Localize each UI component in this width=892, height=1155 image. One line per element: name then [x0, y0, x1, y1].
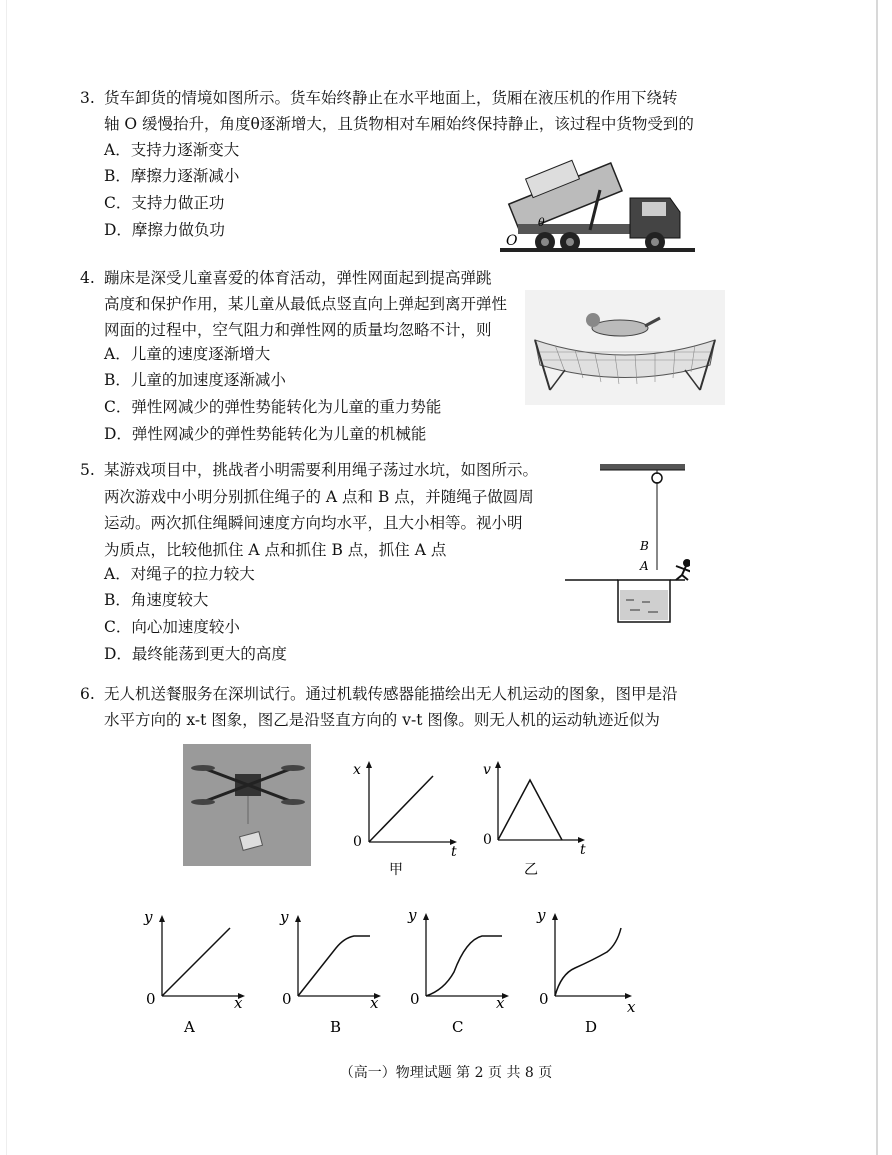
choice-d-graph — [535, 900, 655, 1040]
fig-label-o: O — [506, 233, 518, 249]
choice-a-origin: 0 — [146, 990, 156, 1008]
q5-stem-line: 两次游戏中小明分别抓住绳子的 A 点和 B 点，并随绳子做圆周 — [104, 488, 534, 506]
q3-option-a: A．支持力逐渐变大 — [104, 141, 240, 159]
q5-option-a: A．对绳子的拉力较大 — [104, 565, 255, 583]
choice-c-y-label: y — [408, 906, 417, 924]
graph-jia-caption: 甲 — [389, 862, 403, 878]
choice-b-letter: B — [330, 1018, 342, 1036]
q3-option-c: C．支持力做正功 — [104, 194, 225, 212]
q4-option-c: C．弹性网减少的弹性势能转化为儿童的重力势能 — [104, 398, 442, 416]
choice-b-graph — [278, 900, 398, 1040]
q4-stem-line: 网面的过程中，空气阻力和弹性网的质量均忽略不计，则 — [104, 321, 492, 339]
graph-jia-xt — [345, 756, 465, 881]
q3-number: 3. — [80, 89, 95, 107]
choice-c-letter: C — [452, 1018, 464, 1036]
drone-photo — [183, 744, 311, 866]
graph-yi-vt — [478, 756, 598, 881]
choice-b-y-label: y — [280, 908, 289, 926]
graph-jia-y-label: x — [353, 762, 361, 778]
page-footer: （高一）物理试题 第 2 页 共 8 页 — [339, 1065, 553, 1081]
q4-option-b: B．儿童的加速度逐渐减小 — [104, 371, 286, 389]
q6-stem-line: 无人机送餐服务在深圳试行。通过机载传感器能描绘出无人机运动的图象，图甲是沿 — [104, 685, 678, 703]
fig-label-theta: θ — [538, 216, 545, 229]
q4-option-d: D．弹性网减少的弹性势能转化为儿童的机械能 — [104, 425, 427, 443]
choice-b-origin: 0 — [282, 990, 292, 1008]
choice-c-origin: 0 — [410, 990, 420, 1008]
q5-stem-line: 为质点，比较他抓住 A 点和抓住 B 点，抓住 A 点 — [104, 541, 447, 559]
q3-stem-line: 轴 O 缓慢抬升，角度θ逐渐增大，且货物相对车厢始终保持静止，该过程中货物受到的 — [104, 115, 694, 133]
scan-edge-left — [6, 0, 7, 1155]
q3-option-b: B．摩擦力逐渐减小 — [104, 167, 240, 185]
choice-a-x-label: x — [234, 994, 243, 1012]
dump-truck-figure — [500, 150, 700, 260]
q5-option-b: B．角速度较大 — [104, 591, 209, 609]
q4-number: 4. — [80, 269, 95, 287]
choice-c-x-label: x — [496, 994, 505, 1012]
q3-stem-line: 货车卸货的情境如图所示。货车始终静止在水平地面上，货厢在液压机的作用下绕转 — [104, 89, 678, 107]
q4-option-a: A．儿童的速度逐渐增大 — [104, 345, 271, 363]
graph-yi-caption: 乙 — [524, 862, 538, 878]
rope-swing-figure — [560, 460, 690, 640]
q4-stem-line: 高度和保护作用，某儿童从最低点竖直向上弹起到离开弹性 — [104, 295, 508, 313]
fig-label-b: B — [640, 539, 649, 553]
trampoline-figure — [525, 290, 725, 405]
graph-yi-x-label: t — [580, 842, 586, 858]
choice-c-graph — [404, 900, 524, 1040]
q5-number: 5. — [80, 461, 95, 479]
choice-d-origin: 0 — [539, 990, 549, 1008]
graph-yi-y-label: v — [483, 762, 491, 778]
q4-stem-line: 蹦床是深受儿童喜爱的体育活动，弹性网面起到提高弹跳 — [104, 269, 492, 287]
choice-a-y-label: y — [144, 908, 153, 926]
q5-stem-line: 某游戏项目中，挑战者小明需要利用绳子荡过水坑，如图所示。 — [104, 461, 539, 479]
scan-edge-right — [876, 0, 878, 1155]
choice-a-graph — [140, 900, 260, 1040]
choice-d-y-label: y — [537, 906, 546, 924]
fig-label-a: A — [640, 559, 649, 573]
q5-option-d: D．最终能荡到更大的高度 — [104, 645, 287, 663]
graph-jia-origin: 0 — [353, 834, 362, 850]
graph-jia-x-label: t — [451, 844, 457, 860]
graph-yi-origin: 0 — [483, 832, 492, 848]
q5-stem-line: 运动。两次抓住绳瞬间速度方向均水平，且大小相等。视小明 — [104, 514, 523, 532]
q6-stem-line: 水平方向的 x-t 图象，图乙是沿竖直方向的 v-t 图像。则无人机的运动轨迹近似为 — [104, 711, 660, 729]
choice-b-x-label: x — [370, 994, 379, 1012]
q5-option-c: C．向心加速度较小 — [104, 618, 240, 636]
choice-d-x-label: x — [627, 998, 636, 1016]
choice-d-letter: D — [585, 1018, 598, 1036]
choice-a-letter: A — [184, 1018, 195, 1036]
q3-option-d: D．摩擦力做负功 — [104, 221, 225, 239]
q6-number: 6. — [80, 685, 95, 703]
